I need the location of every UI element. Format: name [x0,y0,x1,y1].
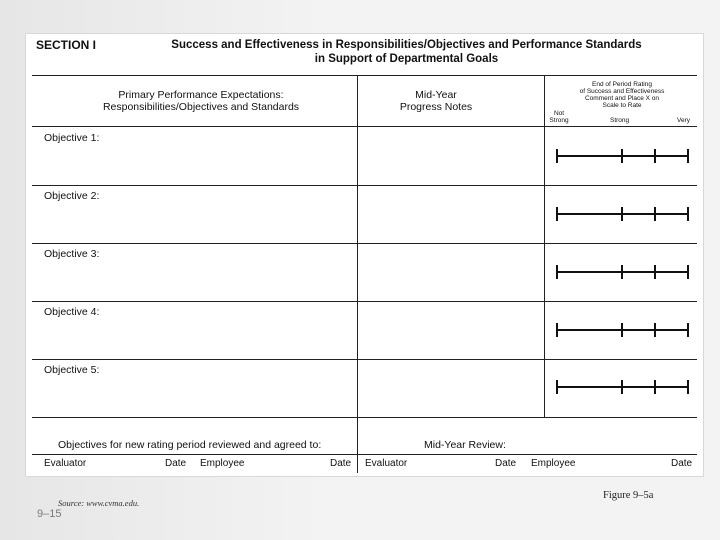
column-header-expectations [66,89,336,113]
scale-not-line2: Strong [549,117,569,124]
section-title-line1: Success and Effectiveness in Responsibilities/Objectives and Performance Standards [171,39,642,51]
rating-scale-1[interactable] [556,149,689,163]
column-divider-1 [357,75,358,473]
rating-scale-3[interactable] [556,265,689,279]
header-divider [32,75,697,76]
signature-date-label: Date [330,458,352,469]
signature-employee-label: Employee [200,458,245,469]
objective-1-label: Objective 1: [44,132,100,144]
row-divider [32,417,697,418]
col2-line2: Progress Notes [399,101,473,113]
col1-line2: Responsibilities/Objectives and Standards [102,101,300,113]
row-divider [32,359,697,360]
signature-date-label: Date [495,458,517,469]
scale-label-not-strong [547,110,571,124]
col3-line1: End of Period Rating [592,81,652,88]
col2-line1: Mid-Year [415,89,457,101]
signature-evaluator-label: Evaluator [365,458,408,469]
new-period-label: Objectives for new rating period reviewed and agreed to: [58,439,322,451]
objective-4-label: Objective 4: [44,306,100,318]
signature-evaluator-label: Evaluator [44,458,87,469]
row-divider [32,185,697,186]
row-divider [32,243,697,244]
source-citation: Source: www.cvma.edu. [58,498,140,508]
col3-line3: Comment and Place X on [584,95,660,102]
section-label: SECTION I [36,38,97,52]
row-divider [32,454,697,455]
row-divider [32,126,697,127]
figure-caption: Figure 9–5a [603,490,654,501]
col3-line4: Scale to Rate [602,102,642,109]
appraisal-form [25,33,704,477]
col1-line1: Primary Performance Expectations: [118,89,284,101]
rating-scale-4[interactable] [556,323,689,337]
scale-label-strong: Strong [610,117,630,124]
section-title [154,38,659,66]
signature-date-label: Date [165,458,187,469]
scale-label-very: Very [677,117,691,124]
objective-5-label: Objective 5: [44,364,100,376]
scale-not-line1: Not [553,110,565,117]
section-title-line2: in Support of Departmental Goals [314,53,499,65]
rating-scale-5[interactable] [556,380,689,394]
col3-line2: of Success and Effectiveness [579,88,665,95]
column-header-midyear [366,89,506,113]
rating-scale-2[interactable] [556,207,689,221]
midyear-review-label: Mid-Year Review: [424,439,506,451]
signature-date-label: Date [671,458,693,469]
page-number: 9–15 [37,508,62,520]
signature-employee-label: Employee [531,458,576,469]
row-divider [32,301,697,302]
objective-2-label: Objective 2: [44,190,100,202]
objective-3-label: Objective 3: [44,248,100,260]
column-header-rating [552,81,692,109]
